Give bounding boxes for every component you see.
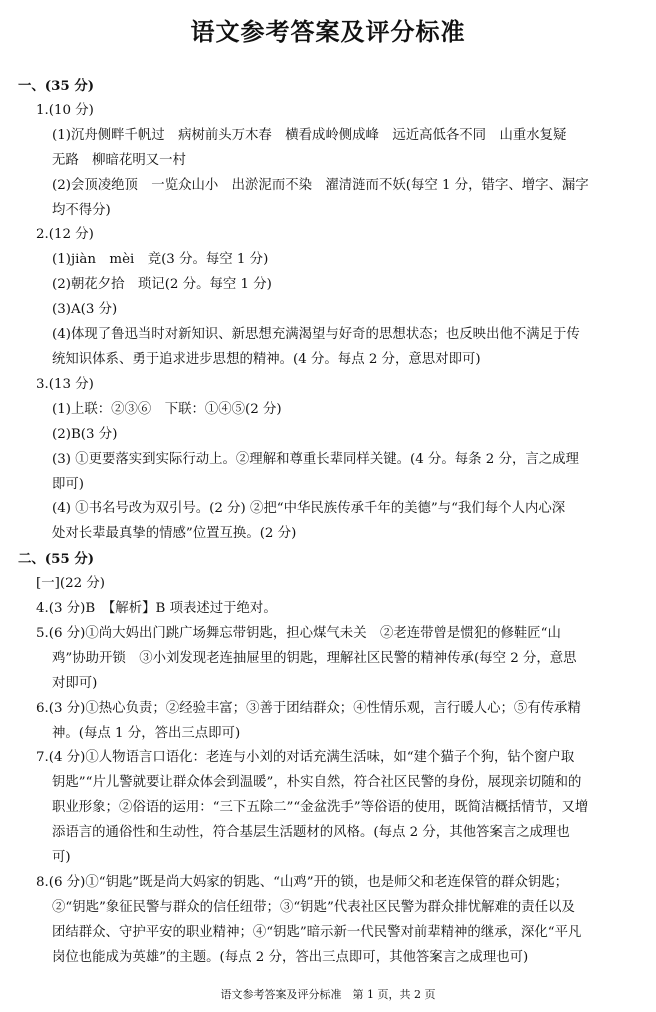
answer-line: (3) ①更要落实到实际行动上。②理解和尊重长辈同样关键。(4 分。每条 2 分，言之成理 — [52, 451, 579, 467]
answer-line: 鸡”协助开锁 ③小刘发现老连抽屉里的钥匙，理解社区民警的精神传承(每空 2 分，意思 — [52, 650, 577, 666]
answer-line: 4.(3 分)B 【解析】B 项表述过于绝对。 — [36, 601, 277, 617]
answer-line: 钥匙”“片儿警就要让群众体会到温暖”，朴实自然，符合社区民警的身份，展现亲切随和的 — [52, 775, 582, 791]
answer-line: [一](22 分) — [36, 576, 105, 592]
page-title: 语文参考答案及评分标准 — [190, 17, 466, 46]
answer-line: 职业形象；②俗语的运用：“三下五除二”“金盆洗手”等俗语的使用，既简洁概括情节，又增 — [52, 800, 589, 816]
answer-line: (2)会顶凌绝顶 一览众山小 出淤泥而不染 濯清涟而不妖(每空 1 分，错字、增字、漏字 — [52, 177, 589, 193]
answer-line: 即可) — [52, 476, 85, 492]
answer-line: (2)B(3 分) — [52, 426, 118, 442]
answer-line: 可) — [52, 850, 71, 866]
answer-content — [18, 74, 644, 971]
answer-line: 神。(每点 1 分，答出三点即可) — [52, 725, 241, 741]
answer-line: (3)A(3 分) — [52, 302, 118, 318]
answer-line: (1)沉舟侧畔千帆过 病树前头万木春 横看成岭侧成峰 远近高低各不同 山重水复疑 — [52, 127, 567, 143]
section-heading: 二、(55 分) — [18, 551, 95, 568]
answer-line: 7.(4 分)①人物语言口语化：老连与小刘的对话充满生活味，如“建个猫子个狗，钻个窗户取 — [36, 750, 575, 766]
answer-line: 2.(12 分) — [36, 227, 94, 243]
answer-line: 无路 柳暗花明又一村 — [52, 152, 186, 168]
page-footer: 语文参考答案及评分标准 第 1 页，共 2 页 — [220, 988, 436, 1001]
answer-line: 处对长辈最真挚的情感”位置互换。(2 分) — [52, 526, 297, 542]
answer-line: (1)jiàn mèi 竞(3 分。每空 1 分) — [52, 252, 269, 268]
answer-line: 均不得分) — [52, 202, 111, 218]
answer-line: 团结群众、守护平安的职业精神；④“钥匙”暗示新一代民警对前辈精神的继承，深化“平凡 — [52, 924, 582, 940]
answer-line: (4) ①书名号改为双引号。(2 分) ②把“中华民族传承千年的美德”与“我们每个人内心深 — [52, 501, 566, 517]
answer-line: (1)上联：②③⑥ 下联：①④⑤(2 分) — [52, 401, 282, 417]
answer-line: 添语言的通俗性和生动性，符合基层生活题材的风格。(每点 2 分，其他答案言之成理也 — [52, 825, 570, 841]
answer-line: 6.(3 分)①热心负责；②经验丰富；③善于团结群众；④性情乐观，言行暖人心；⑤有传承精 — [36, 700, 581, 716]
answer-line: 5.(6 分)①尚大妈出门跳广场舞忘带钥匙，担心煤气未关 ②老连带曾是惯犯的修鞋匠“山 — [36, 625, 561, 641]
answer-line: 统知识体系、勇于追求进步思想的精神。(4 分。每点 2 分，意思对即可) — [52, 351, 481, 367]
answer-line: (2)朝花夕拾 琐记(2 分。每空 1 分) — [52, 277, 272, 293]
answer-line: 岗位也能成为英雄”的主题。(每点 2 分，答出三点即可，其他答案言之成理也可) — [52, 949, 529, 965]
answer-line: 3.(13 分) — [36, 376, 94, 392]
answer-line: 8.(6 分)①“钥匙”既是尚大妈家的钥匙、“山鸡”开的锁，也是师父和老连保管的群众钥匙； — [36, 875, 569, 890]
answer-line: 对即可) — [52, 675, 98, 691]
answer-line: ②“钥匙”象征民警与群众的信任纽带；③“钥匙”代表社区民警为群众排忧解难的责任以及 — [52, 899, 575, 915]
section-heading: 一、(35 分) — [18, 78, 95, 94]
answer-line: (4)体现了鲁迅当时对新知识、新思想充满渴望与好奇的思想状态；也反映出他不满足于传 — [52, 327, 580, 343]
answer-line: 1.(10 分) — [36, 102, 94, 118]
